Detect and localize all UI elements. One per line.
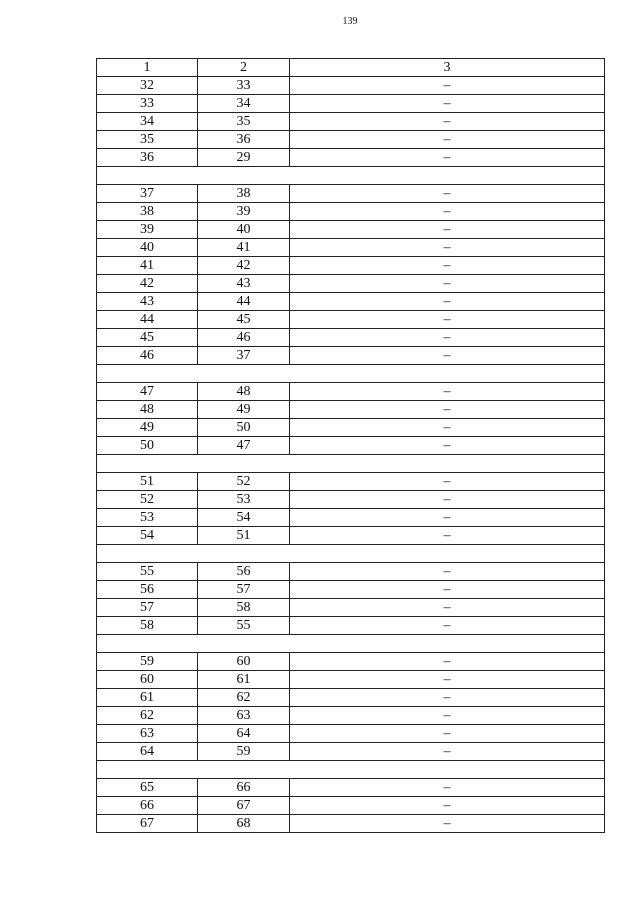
table-cell-col-3: – — [290, 275, 605, 293]
table-cell-col-2: 44 — [198, 293, 290, 311]
table-cell-col-1: 41 — [97, 257, 198, 275]
table-cell-col-1: 60 — [97, 671, 198, 689]
data-table — [96, 58, 605, 833]
table-row — [97, 815, 605, 833]
table-cell-col-3: – — [290, 743, 605, 761]
header-cell-1: 1 — [97, 59, 198, 77]
table-cell-col-1: 65 — [97, 779, 198, 797]
table-cell-col-2: 68 — [198, 815, 290, 833]
table-row — [97, 185, 605, 203]
table-row — [97, 563, 605, 581]
table-cell-col-1: 58 — [97, 617, 198, 635]
table-body — [97, 59, 605, 833]
table-cell-col-2: 52 — [198, 473, 290, 491]
table-row — [97, 347, 605, 365]
table-cell-col-2: 55 — [198, 617, 290, 635]
table-cell-col-3: – — [290, 95, 605, 113]
table-cell-col-3: – — [290, 239, 605, 257]
table-row — [97, 725, 605, 743]
table-cell-col-2: 59 — [198, 743, 290, 761]
table-row — [97, 491, 605, 509]
table-cell-col-1: 47 — [97, 383, 198, 401]
table-cell-col-2: 56 — [198, 563, 290, 581]
table-cell-col-2: 60 — [198, 653, 290, 671]
table-row — [97, 383, 605, 401]
table-cell-col-2: 37 — [198, 347, 290, 365]
table-cell-col-2: 45 — [198, 311, 290, 329]
table-cell-col-1: 43 — [97, 293, 198, 311]
table-cell-col-1: 54 — [97, 527, 198, 545]
table-cell-col-2: 42 — [198, 257, 290, 275]
table-cell-col-2: 57 — [198, 581, 290, 599]
table-cell-col-1: 36 — [97, 149, 198, 167]
table-cell-col-3: – — [290, 257, 605, 275]
table-cell-col-2: 54 — [198, 509, 290, 527]
table-cell-col-2: 64 — [198, 725, 290, 743]
table-spacer-row — [97, 167, 605, 185]
table-cell-col-2: 48 — [198, 383, 290, 401]
table-cell-col-3: – — [290, 383, 605, 401]
table-spacer-row — [97, 365, 605, 383]
table-cell-col-2: 62 — [198, 689, 290, 707]
table-cell-col-3: – — [290, 473, 605, 491]
table-row — [97, 257, 605, 275]
table-cell-col-1: 40 — [97, 239, 198, 257]
table-cell-col-2: 29 — [198, 149, 290, 167]
table-cell-col-2: 66 — [198, 779, 290, 797]
spacer-cell — [97, 761, 605, 779]
table-cell-col-3: – — [290, 815, 605, 833]
table-row — [97, 77, 605, 95]
table-row — [97, 437, 605, 455]
table-cell-col-3: – — [290, 149, 605, 167]
header-cell-2: 2 — [198, 59, 290, 77]
table-row — [97, 689, 605, 707]
table-row — [97, 149, 605, 167]
table-cell-col-1: 39 — [97, 221, 198, 239]
table-cell-col-1: 35 — [97, 131, 198, 149]
table-row — [97, 113, 605, 131]
table-cell-col-1: 51 — [97, 473, 198, 491]
table-row — [97, 419, 605, 437]
spacer-cell — [97, 545, 605, 563]
table-cell-col-3: – — [290, 707, 605, 725]
table-cell-col-2: 43 — [198, 275, 290, 293]
table-row — [97, 779, 605, 797]
table-cell-col-3: – — [290, 221, 605, 239]
spacer-cell — [97, 167, 605, 185]
table-cell-col-1: 66 — [97, 797, 198, 815]
table-row — [97, 221, 605, 239]
table-row — [97, 509, 605, 527]
table-cell-col-3: – — [290, 689, 605, 707]
table-cell-col-2: 51 — [198, 527, 290, 545]
table-cell-col-2: 36 — [198, 131, 290, 149]
table-cell-col-1: 55 — [97, 563, 198, 581]
table-cell-col-3: – — [290, 509, 605, 527]
table-cell-col-2: 67 — [198, 797, 290, 815]
table-cell-col-1: 64 — [97, 743, 198, 761]
table-cell-col-1: 45 — [97, 329, 198, 347]
table-row — [97, 95, 605, 113]
table-cell-col-3: – — [290, 113, 605, 131]
table-cell-col-3: – — [290, 419, 605, 437]
table-row — [97, 203, 605, 221]
table-row — [97, 293, 605, 311]
table-cell-col-3: – — [290, 491, 605, 509]
table-row — [97, 599, 605, 617]
table-cell-col-1: 63 — [97, 725, 198, 743]
table-row — [97, 329, 605, 347]
table-cell-col-3: – — [290, 401, 605, 419]
table-cell-col-3: – — [290, 617, 605, 635]
table-cell-col-1: 42 — [97, 275, 198, 293]
table-row — [97, 239, 605, 257]
table-row — [97, 581, 605, 599]
table-cell-col-2: 33 — [198, 77, 290, 95]
table-row — [97, 311, 605, 329]
table-cell-col-3: – — [290, 311, 605, 329]
table-row — [97, 707, 605, 725]
table-row — [97, 617, 605, 635]
table-cell-col-1: 61 — [97, 689, 198, 707]
table-cell-col-1: 37 — [97, 185, 198, 203]
table-cell-col-2: 46 — [198, 329, 290, 347]
table-cell-col-1: 32 — [97, 77, 198, 95]
table-cell-col-2: 34 — [198, 95, 290, 113]
table-cell-col-2: 63 — [198, 707, 290, 725]
page-number: 139 — [342, 16, 358, 27]
table-cell-col-2: 41 — [198, 239, 290, 257]
spacer-cell — [97, 455, 605, 473]
table-cell-col-1: 59 — [97, 653, 198, 671]
spacer-cell — [97, 365, 605, 383]
table-cell-col-1: 44 — [97, 311, 198, 329]
table-row — [97, 797, 605, 815]
table-cell-col-2: 39 — [198, 203, 290, 221]
table-row — [97, 527, 605, 545]
table-header-row — [97, 59, 605, 77]
table-row — [97, 653, 605, 671]
table-row — [97, 401, 605, 419]
table-row — [97, 131, 605, 149]
table-cell-col-2: 47 — [198, 437, 290, 455]
table-cell-col-3: – — [290, 131, 605, 149]
table-cell-col-1: 57 — [97, 599, 198, 617]
table-spacer-row — [97, 455, 605, 473]
table-cell-col-1: 33 — [97, 95, 198, 113]
table-cell-col-3: – — [290, 437, 605, 455]
table-cell-col-1: 56 — [97, 581, 198, 599]
table-row — [97, 743, 605, 761]
table-cell-col-3: – — [290, 797, 605, 815]
table-spacer-row — [97, 761, 605, 779]
table-cell-col-3: – — [290, 671, 605, 689]
table-cell-col-1: 49 — [97, 419, 198, 437]
table-cell-col-1: 38 — [97, 203, 198, 221]
table-cell-col-1: 34 — [97, 113, 198, 131]
table-cell-col-3: – — [290, 329, 605, 347]
table-cell-col-3: – — [290, 77, 605, 95]
table-cell-col-1: 67 — [97, 815, 198, 833]
table-cell-col-3: – — [290, 779, 605, 797]
table-cell-col-2: 38 — [198, 185, 290, 203]
table-cell-col-2: 58 — [198, 599, 290, 617]
table-spacer-row — [97, 545, 605, 563]
table-cell-col-3: – — [290, 581, 605, 599]
table-cell-col-3: – — [290, 203, 605, 221]
table-cell-col-2: 61 — [198, 671, 290, 689]
table-cell-col-2: 35 — [198, 113, 290, 131]
table-cell-col-1: 46 — [97, 347, 198, 365]
table-cell-col-1: 62 — [97, 707, 198, 725]
table-cell-col-3: – — [290, 563, 605, 581]
table-cell-col-1: 48 — [97, 401, 198, 419]
table-cell-col-3: – — [290, 725, 605, 743]
table-cell-col-2: 53 — [198, 491, 290, 509]
spacer-cell — [97, 635, 605, 653]
table-cell-col-3: – — [290, 185, 605, 203]
table-cell-col-2: 49 — [198, 401, 290, 419]
table-row — [97, 671, 605, 689]
table-cell-col-3: – — [290, 653, 605, 671]
table-cell-col-1: 50 — [97, 437, 198, 455]
table-cell-col-2: 40 — [198, 221, 290, 239]
table-cell-col-3: – — [290, 599, 605, 617]
table-cell-col-3: – — [290, 347, 605, 365]
table-spacer-row — [97, 635, 605, 653]
table-cell-col-1: 52 — [97, 491, 198, 509]
table-cell-col-1: 53 — [97, 509, 198, 527]
header-cell-3: 3 — [290, 59, 605, 77]
table-row — [97, 275, 605, 293]
table-cell-col-2: 50 — [198, 419, 290, 437]
table-cell-col-3: – — [290, 293, 605, 311]
table-cell-col-3: – — [290, 527, 605, 545]
table-row — [97, 473, 605, 491]
